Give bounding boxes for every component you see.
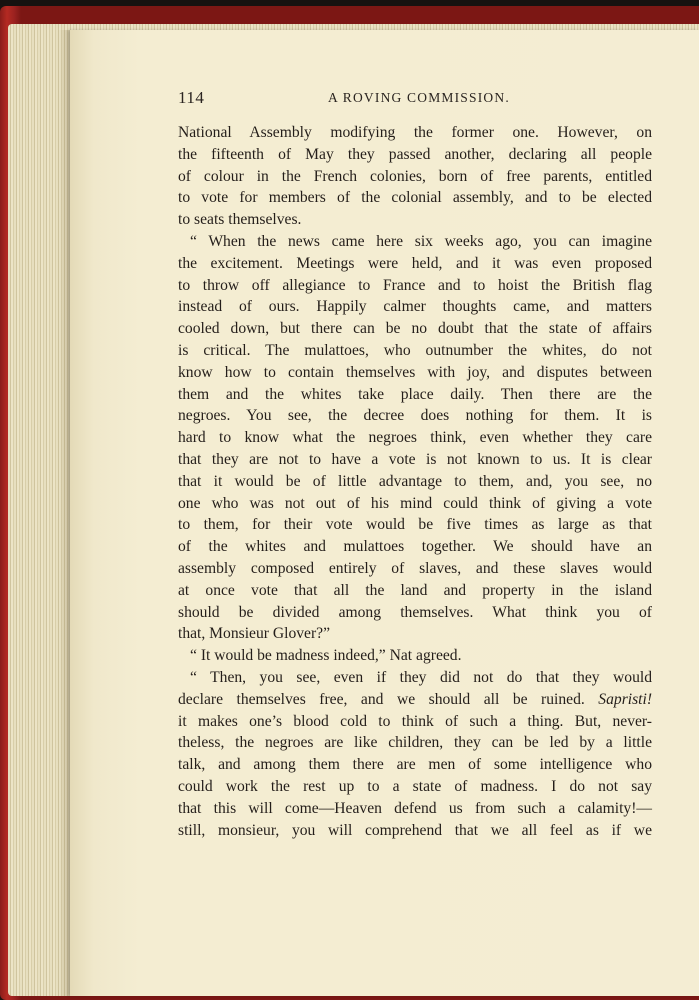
text-line: cooled down, but there can be no doubt that the state of affairs: [178, 320, 652, 338]
text-line: them and the whites take place daily. Then there are the: [178, 385, 652, 403]
text-line: negroes. You see, the decree does nothing for them. It is: [178, 407, 652, 425]
text-line: the fifteenth of May they passed another, declaring all people: [178, 145, 652, 163]
text-line: that, Monsieur Glover?”: [178, 625, 330, 643]
text-line: “ It would be madness indeed,” Nat agreed.: [190, 647, 462, 665]
text-line: it makes one’s blood cold to think of such a thing. But, never-: [178, 712, 652, 730]
text-line: know how to contain themselves with joy, and disputes between: [178, 363, 652, 381]
text-line: to seats themselves.: [178, 211, 302, 229]
text-line: is critical. The mulattoes, who outnumber the whites, do not: [178, 341, 652, 359]
text-line-with-italic: [178, 689, 652, 711]
text-line-segment: declare themselves free, and we should all be ruined.: [178, 690, 585, 708]
text-line: still, monsieur, you will comprehend that we all feel as if we: [178, 821, 652, 839]
text-line: to throw off allegiance to France and to hoist the British flag: [178, 276, 652, 294]
body-text: [178, 122, 652, 841]
text-line: of colour in the French colonies, born of free parents, entitled: [178, 167, 652, 185]
text-line: that this will come—Heaven defend us from such a calamity!—: [178, 799, 652, 817]
text-line: the excitement. Meetings were held, and it was even proposed: [178, 254, 652, 272]
text-line: assembly composed entirely of slaves, and these slaves would: [178, 559, 652, 577]
text-line: hard to know what the negroes think, even whether they care: [178, 429, 652, 447]
page-number: 114: [178, 88, 205, 107]
text-line: National Assembly modifying the former one. However, on: [178, 124, 652, 141]
page-header: [178, 88, 652, 110]
running-head: A ROVING COMMISSION.: [328, 90, 510, 105]
text-line: that they are not to have a vote is not known to us. It is clear: [178, 450, 652, 468]
text-line: one who was not out of his mind could think of giving a vote: [178, 494, 652, 512]
text-line: to vote for members of the colonial assembly, and to be elected: [178, 189, 652, 207]
text-line: of the whites and mulattoes together. We should have an: [178, 538, 652, 556]
text-line: should be divided among themselves. What think you of: [178, 603, 652, 621]
text-line: instead of ours. Happily calmer thoughts came, and matters: [178, 298, 652, 316]
text-line: at once vote that all the land and property in the island: [178, 581, 652, 599]
text-line: talk, and among them there are men of some intelligence who: [178, 756, 652, 774]
text-line: “ Then, you see, even if they did not do that they would: [190, 668, 652, 686]
text-line: could work the rest up to a state of madness. I do not say: [178, 777, 652, 795]
text-line: “ When the news came here six weeks ago, you can imagine: [190, 232, 652, 250]
italic-exclamation: Sapristi!: [598, 690, 653, 708]
text-line: to them, for their vote would be five times as large as that: [178, 516, 652, 534]
text-line: that it would be of little advantage to them, and, you see, no: [178, 472, 652, 490]
text-line: theless, the negroes are like children, they can be led by a little: [178, 734, 652, 752]
